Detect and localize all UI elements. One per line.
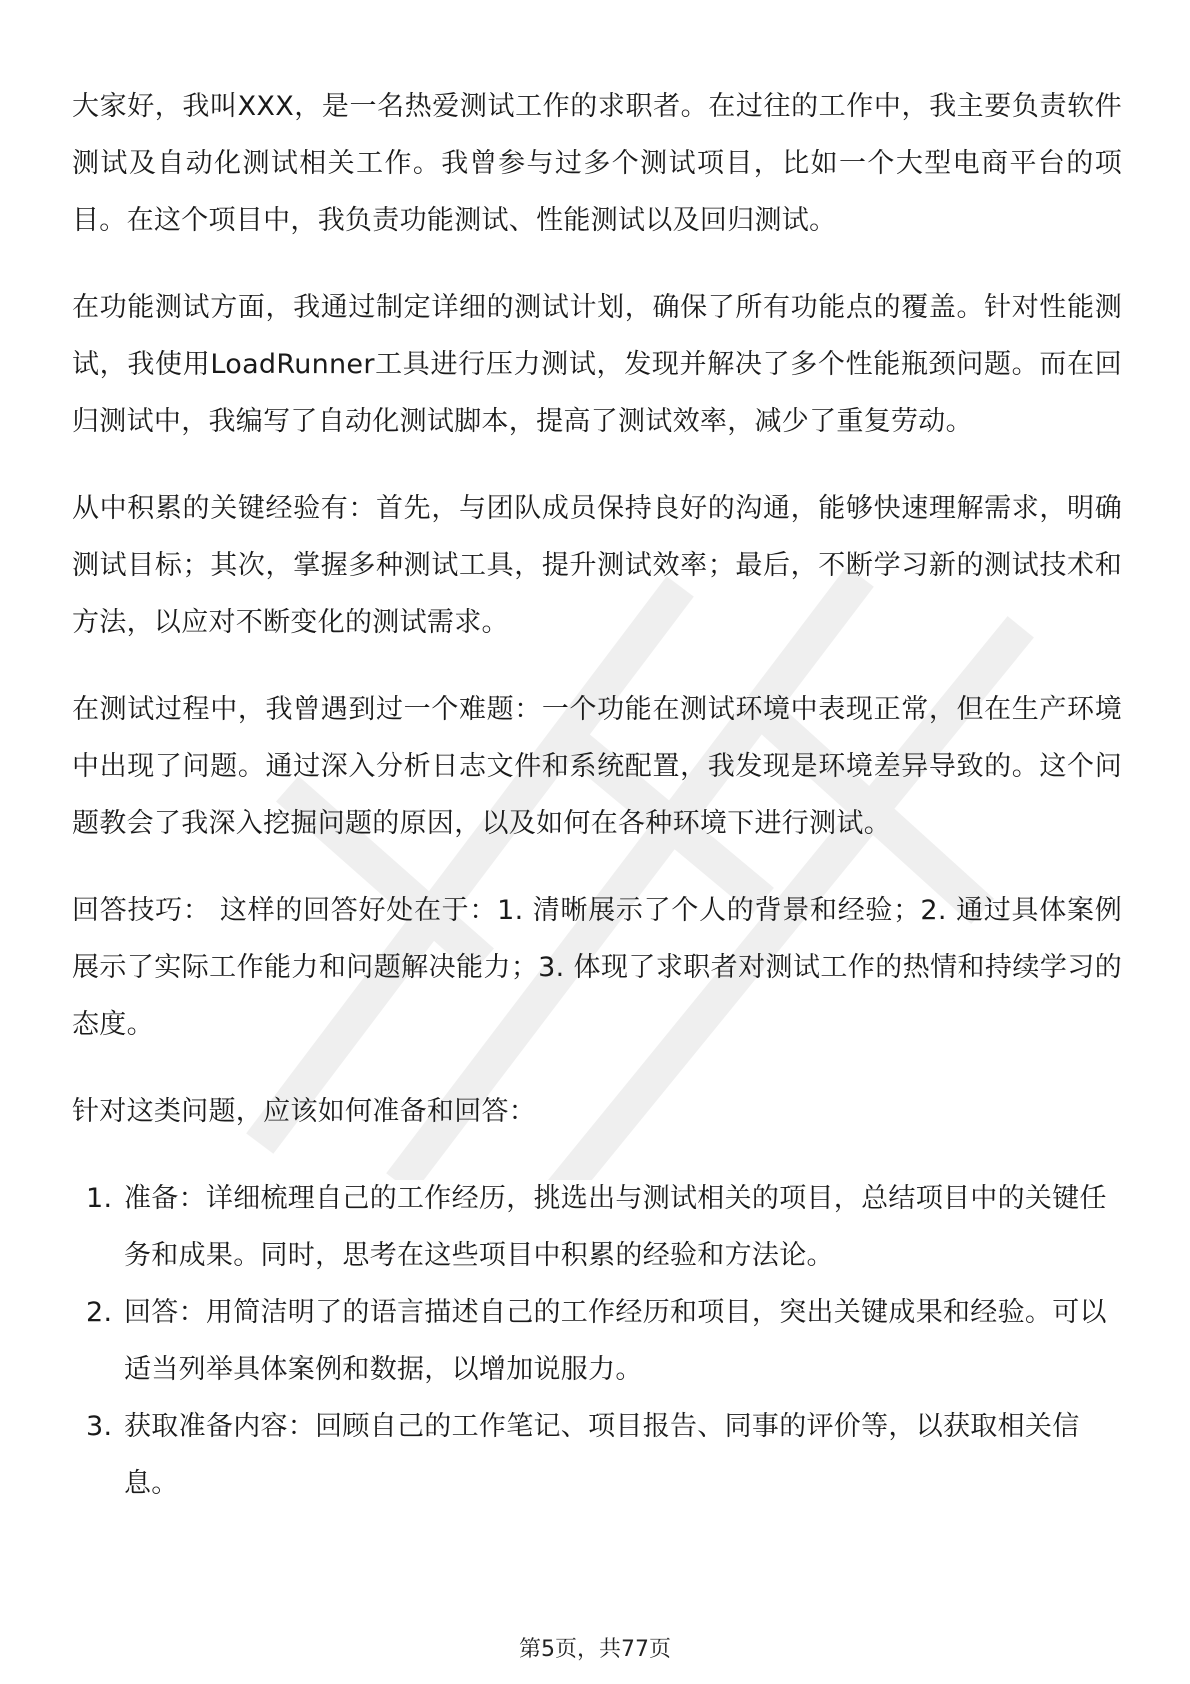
paragraph-answer-tips: 回答技巧： 这样的回答好处在于：1. 清晰展示了个人的背景和经验；2. 通过具体案例展示了实际工作能力和问题解决能力；3. 体现了求职者对测试工作的热情和持续学习的态度。: [72, 895, 1122, 1040]
list-item-text: 回答：用简洁明了的语言描述自己的工作经历和项目，突出关键成果和经验。可以适当列举具体案例和数据，以增加说服力。: [124, 1297, 1107, 1385]
preparation-list: [72, 1170, 1122, 1512]
list-item-number: 1.: [86, 1183, 113, 1214]
list-item-number: 3.: [86, 1411, 113, 1442]
list-item-number: 2.: [86, 1297, 113, 1328]
paragraph-how-to-prepare: 针对这类问题，应该如何准备和回答：: [72, 1096, 537, 1127]
list-item-text: 准备：详细梳理自己的工作经历，挑选出与测试相关的项目，总结项目中的关键任务和成果。同时，思考在这些项目中积累的经验和方法论。: [124, 1183, 1107, 1271]
list-item: [72, 1284, 1122, 1398]
paragraph-intro: 大家好，我叫XXX，是一名热爱测试工作的求职者。在过往的工作中，我主要负责软件测试及自动化测试相关工作。我曾参与过多个测试项目，比如一个大型电商平台的项目。在这个项目中，我负责功能测试、性能测试以及回归测试。: [72, 91, 1122, 236]
list-item-text: 获取准备内容：回顾自己的工作笔记、项目报告、同事的评价等，以获取相关信息。: [124, 1411, 1080, 1499]
paragraph-key-experience: 从中积累的关键经验有：首先，与团队成员保持良好的沟通，能够快速理解需求，明确测试目标；其次，掌握多种测试工具，提升测试效率；最后，不断学习新的测试技术和方法，以应对不断变化的测试需求。: [72, 493, 1122, 638]
page-number-footer: 第5页，共77页: [519, 1637, 671, 1662]
paragraph-functional-testing: 在功能测试方面，我通过制定详细的测试计划，确保了所有功能点的覆盖。针对性能测试，我使用LoadRunner工具进行压力测试，发现并解决了多个性能瓶颈问题。而在回归测试中，我编写了自动化测试脚本，提高了测试效率，减少了重复劳动。: [72, 292, 1122, 437]
list-item: [72, 1170, 1122, 1284]
list-item: [72, 1398, 1122, 1512]
paragraph-difficulty: 在测试过程中，我曾遇到过一个难题：一个功能在测试环境中表现正常，但在生产环境中出现了问题。通过深入分析日志文件和系统配置，我发现是环境差异导致的。这个问题教会了我深入挖掘问题的原因，以及如何在各种环境下进行测试。: [72, 694, 1122, 839]
document-page: [72, 78, 1122, 1512]
